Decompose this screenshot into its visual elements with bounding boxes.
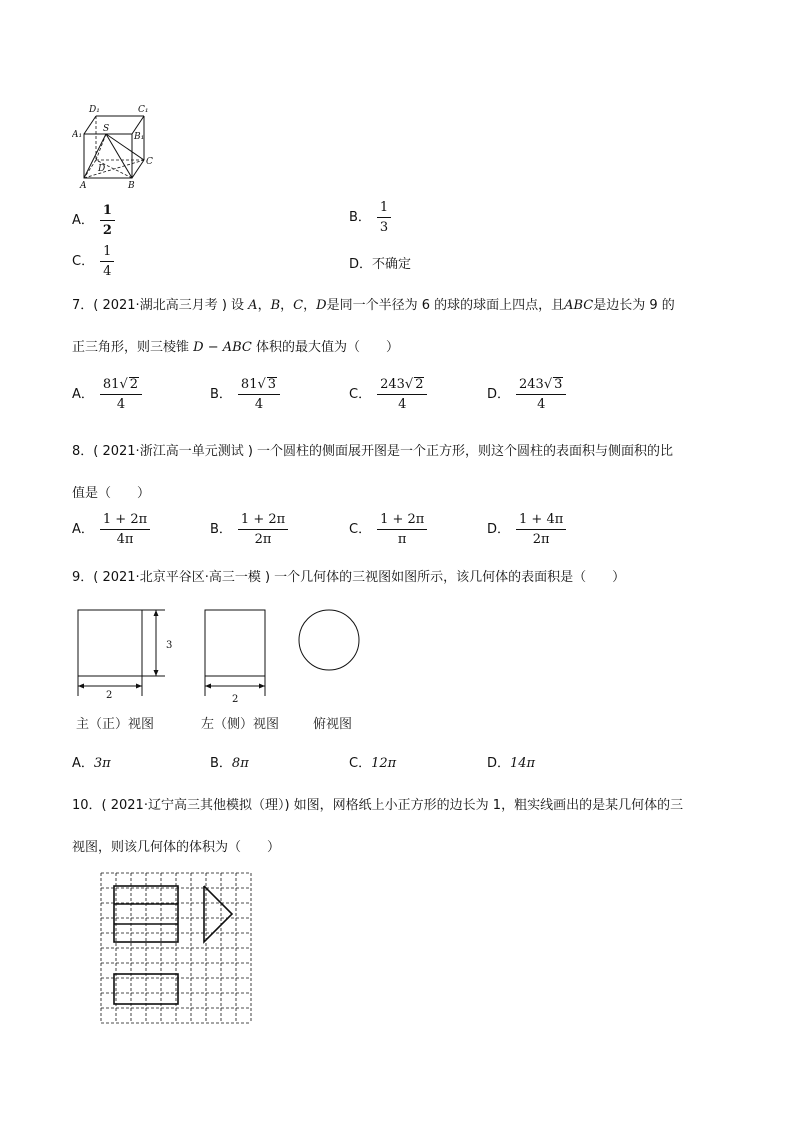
q8-option-d-label: D． [487, 522, 511, 537]
q8-d-num: 1 + 4π [516, 511, 566, 530]
q7-line1 [72, 294, 675, 313]
q7-stem-a: 7．( 2021·湖北高三月考 ) 设 [72, 298, 245, 313]
q7-line2 [72, 336, 399, 355]
q7-comma1: ， [257, 298, 271, 313]
cube-label-a1: A₁ [72, 130, 83, 140]
cube-label-c1: C₁ [138, 105, 149, 115]
q6-option-b-label: B． [349, 210, 371, 225]
q9-option-b-value: 8π [231, 756, 249, 771]
q7-point-a: A [248, 298, 258, 313]
q9-caption-side: 左（侧）视图 [201, 717, 280, 732]
q7-comma2: ， [280, 298, 294, 313]
q7-option-b-label: B． [210, 387, 232, 402]
cube-label-b1: B₁ [134, 132, 145, 142]
cube-label-s: S [103, 124, 110, 134]
q7-stem-c: 是边长为 9 的 [593, 298, 675, 313]
q9-option-b-label: B． [210, 756, 232, 771]
q6-option-c-label: C． [72, 254, 95, 269]
q8-line1: 8．( 2021·浙江高一单元测试 ) 一个圆柱的侧面展开图是一个正方形，则这个圆柱的表面积与侧面积的比 [72, 444, 674, 459]
q10-grid-three-views-figure [98, 870, 254, 1026]
q6-option-d-text: 不确定 [372, 257, 412, 272]
q7-option-d[interactable]: D． $\frac{243√ 3}{4}$ [487, 376, 566, 413]
q8-option-d[interactable] [487, 511, 566, 548]
front-view-square [78, 610, 142, 676]
q7-a-rad: 2 [129, 377, 139, 392]
q6-c-den: 4 [103, 264, 112, 279]
q9-option-c-value: 12π [371, 756, 397, 771]
q7-d-coef: 243 [519, 377, 544, 392]
q7-option-a-label: A． [72, 387, 94, 402]
side-view-square [205, 610, 265, 676]
q9-caption-top: 俯视图 [313, 717, 353, 732]
q7-b-coef: 81 [240, 377, 258, 392]
q9-option-d[interactable] [487, 752, 535, 771]
q7-option-b[interactable]: B． $\frac{81√ 3}{4}$ [210, 376, 280, 413]
q9-line1: 9．( 2021·北京平谷区·高三一模 ) 一个几何体的三视图如图所示，该几何体的表面积是（ ） [72, 570, 626, 585]
q8-d-den: 2π [532, 532, 550, 547]
cube-label-d1: D₁ [89, 105, 100, 115]
q6-option-d-label: D． [349, 257, 373, 272]
q6-option-a-label: A． [72, 213, 94, 228]
q8-option-b-label: B． [210, 522, 232, 537]
q7-d-rad: 3 [554, 377, 563, 392]
q9-option-a-label: A． [72, 756, 94, 771]
q8-option-c[interactable] [349, 511, 427, 548]
q9-three-views-figure [70, 604, 370, 704]
q7-b-rad: 3 [267, 377, 277, 392]
q6-c-num: 1 [100, 243, 114, 262]
cube-figure [72, 98, 162, 190]
q7-point-d: D [316, 298, 327, 313]
top-view-circle [299, 610, 359, 670]
q7-c-coef: 243 [380, 377, 405, 392]
q8-a-num: 1 + 2π [100, 511, 150, 530]
q6-option-c[interactable] [72, 243, 114, 280]
q7-stem-b: 是同一个半径为 6 的球的球面上四点，且 [326, 298, 565, 313]
q8-option-a-label: A． [72, 522, 94, 537]
q7-option-a[interactable]: A． $\frac{81√ 2}{4}$ [72, 376, 142, 413]
q7-b-den: 4 [254, 397, 264, 412]
q9-option-c[interactable] [349, 752, 396, 771]
q8-c-den: π [397, 532, 407, 547]
q7-pyramid: D − ABC [193, 340, 252, 355]
q9-option-a[interactable] [72, 752, 111, 771]
q7-option-c[interactable]: C． $\frac{243√ 2}{4}$ [349, 376, 427, 413]
q9-option-b[interactable] [210, 752, 249, 771]
q7-d-den: 4 [537, 397, 546, 412]
cube-label-c: C [146, 157, 153, 167]
q8-option-c-label: C． [349, 522, 372, 537]
q8-a-den: 4π [116, 532, 134, 547]
q10-line1: 10．( 2021·辽宁高三其他模拟（理）) 如图，网格纸上小正方形的边长为 1，粗实线画出的是某几何体的三 [72, 798, 684, 813]
q7-option-c-label: C． [349, 387, 372, 402]
q9-dim-width-side: 2 [232, 694, 239, 704]
q6-b-den: 3 [379, 220, 389, 235]
q7-stem-e: 体积的最大值为（ ） [251, 340, 400, 355]
q9-option-c-label: C． [349, 756, 372, 771]
q9-dim-width-front: 2 [106, 690, 113, 701]
q8-option-a[interactable] [72, 511, 150, 548]
q7-a-den: 4 [116, 397, 126, 412]
cube-label-a: A [80, 181, 87, 190]
q6-option-b[interactable] [349, 199, 391, 236]
q8-option-b[interactable] [210, 511, 288, 548]
q7-point-b: B [270, 298, 281, 313]
q6-option-d[interactable] [349, 253, 411, 272]
q7-point-c: C [293, 298, 304, 313]
q7-triangle-abc: ABC [564, 298, 594, 313]
q9-option-d-label: D． [487, 756, 511, 771]
q6-a-den: 2 [102, 223, 112, 238]
q6-b-num: 1 [377, 199, 391, 218]
q7-c-den: 4 [398, 397, 407, 412]
q9-option-d-value: 14π [510, 756, 536, 771]
cube-label-d: D [98, 164, 106, 174]
q7-stem-d: 正三角形，则三棱锥 [72, 340, 190, 355]
q7-a-coef: 81 [102, 377, 120, 392]
q7-option-d-label: D． [487, 387, 511, 402]
q9-option-a-value: 3π [93, 756, 111, 771]
q6-option-a[interactable] [72, 202, 115, 239]
q8-b-den: 2π [254, 532, 272, 547]
q9-caption-front: 主（正）视图 [76, 717, 155, 732]
q8-line2: 值是（ ） [72, 486, 151, 501]
q8-c-num: 1 + 2π [377, 511, 427, 530]
q8-b-num: 1 + 2π [238, 511, 288, 530]
q9-dim-height: 3 [166, 640, 173, 651]
q10-side-view [204, 886, 232, 942]
cube-label-b: B [128, 181, 135, 190]
q6-a-num: 1 [100, 202, 115, 221]
q7-comma3: ， [303, 298, 317, 313]
q10-line2: 视图，则该几何体的体积为（ ） [72, 840, 281, 855]
q7-c-rad: 2 [415, 377, 424, 392]
